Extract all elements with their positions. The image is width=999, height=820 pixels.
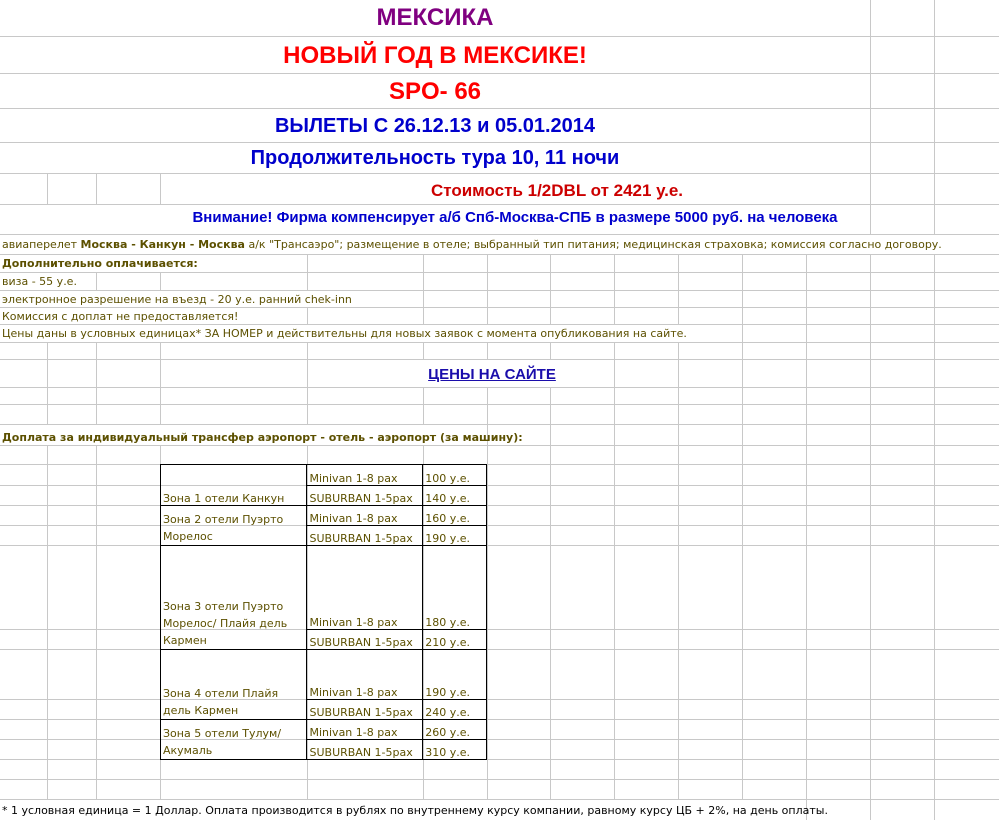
table-row bbox=[161, 720, 487, 740]
zone-cell: Зона 2 отели Пуэрто Морелос bbox=[161, 506, 307, 546]
table-row bbox=[161, 506, 487, 526]
grid-line bbox=[0, 485, 999, 486]
grid-line bbox=[678, 173, 679, 820]
grid-line bbox=[806, 173, 807, 820]
included-suffix: а/к "Трансаэро"; размещение в отеле; выбранный тип питания; медицинская страховка; комиссия согласно договору. bbox=[244, 238, 942, 251]
transfer-table bbox=[160, 464, 487, 760]
grid-line bbox=[0, 719, 999, 720]
included-services bbox=[2, 238, 942, 251]
vehicle-cell: SUBURBAN 1-5pax bbox=[307, 630, 423, 650]
grid-line bbox=[550, 173, 551, 820]
zone-cell: Зона 1 отели Канкун bbox=[161, 465, 307, 506]
vehicle-cell: Minivan 1-8 pax bbox=[307, 720, 423, 740]
grid-line bbox=[614, 173, 615, 820]
price-cell: 190 у.е. bbox=[423, 650, 487, 700]
spo-number: SPO- 66 bbox=[388, 78, 482, 105]
extra-heading: Дополнительно оплачивается: bbox=[2, 257, 198, 270]
vehicle-cell: Minivan 1-8 pax bbox=[307, 546, 423, 630]
grid-line bbox=[0, 272, 999, 273]
zone-cell: Зона 5 отели Тулум/Акумаль bbox=[161, 720, 307, 760]
zone-cell: Зона 3 отели Пуэрто Морелос/ Плайя дель Кармен bbox=[161, 546, 307, 650]
grid-line bbox=[0, 73, 999, 74]
included-prefix: авиаперелет bbox=[2, 238, 81, 251]
included-route: Москва - Канкун - Москва bbox=[80, 238, 245, 251]
compensation-notice: Внимание! Фирма компенсирует а/б Спб-Москва-СПБ в размере 5000 руб. на человека bbox=[192, 209, 838, 226]
grid-line bbox=[0, 699, 999, 700]
price-cell: 160 у.е. bbox=[423, 506, 487, 526]
grid-line bbox=[0, 525, 999, 526]
vehicle-cell: SUBURBAN 1-5pax bbox=[307, 740, 423, 760]
vehicle-cell: Minivan 1-8 pax bbox=[307, 506, 423, 526]
price-cell: 210 у.е. bbox=[423, 630, 487, 650]
extra-item: виза - 55 у.е. bbox=[2, 275, 77, 288]
zone-cell: Зона 4 отели Плайя дель Кармен bbox=[161, 650, 307, 720]
price-cell: 180 у.е. bbox=[423, 546, 487, 630]
grid-line bbox=[0, 404, 999, 405]
grid-line bbox=[487, 173, 488, 820]
departure-dates: ВЫЛЕТЫ С 26.12.13 и 05.01.2014 bbox=[274, 115, 596, 137]
price-cell: 190 у.е. bbox=[423, 526, 487, 546]
table-row bbox=[161, 650, 487, 700]
grid-line bbox=[0, 387, 999, 388]
grid-line bbox=[0, 464, 999, 465]
price-cell: 260 у.е. bbox=[423, 720, 487, 740]
grid-line bbox=[0, 505, 999, 506]
grid-line bbox=[0, 108, 999, 109]
tour-price: Стоимость 1/2DBL от 2421 у.е. bbox=[430, 181, 684, 200]
vehicle-cell: Minivan 1-8 pax bbox=[307, 465, 423, 486]
grid-line bbox=[742, 173, 743, 820]
vehicle-cell: SUBURBAN 1-5pax bbox=[307, 700, 423, 720]
grid-line bbox=[0, 36, 999, 37]
grid-line bbox=[870, 0, 871, 820]
country-title: МЕКСИКА bbox=[376, 4, 494, 31]
grid-line bbox=[0, 759, 999, 760]
extra-item: электронное разрешение на въезд - 20 у.е. ранний chek-inn bbox=[2, 293, 352, 306]
prices-link[interactable]: ЦЕНЫ НА САЙТЕ bbox=[428, 366, 556, 383]
price-cell: 310 у.е. bbox=[423, 740, 487, 760]
vehicle-cell: Minivan 1-8 pax bbox=[307, 650, 423, 700]
price-cell: 240 у.е. bbox=[423, 700, 487, 720]
tour-duration: Продолжительность тура 10, 11 ночи bbox=[250, 147, 620, 169]
grid-line bbox=[0, 649, 999, 650]
footnote: * 1 условная единица = 1 Доллар. Оплата производится в рублях по внутреннему курсу компании, равному курсу ЦБ + 2%, на день оплаты. bbox=[2, 804, 828, 817]
extra-item: Комиссия с доплат не предоставляется! bbox=[2, 310, 239, 323]
transfer-heading: Доплата за индивидуальный трансфер аэропорт - отель - аэропорт (за машину): bbox=[2, 431, 523, 444]
vehicle-cell: SUBURBAN 1-5pax bbox=[307, 526, 423, 546]
grid-line bbox=[0, 779, 999, 780]
grid-line bbox=[0, 342, 999, 343]
extra-item: Цены даны в условных единицах* ЗА НОМЕР и действительны для новых заявок с момента опубликования на сайте. bbox=[2, 327, 687, 340]
grid-line bbox=[934, 0, 935, 820]
price-cell: 100 у.е. bbox=[423, 465, 487, 486]
price-cell: 140 у.е. bbox=[423, 486, 487, 506]
page-title: НОВЫЙ ГОД В МЕКСИКЕ! bbox=[283, 42, 587, 69]
vehicle-cell: SUBURBAN 1-5pax bbox=[307, 486, 423, 506]
grid-line bbox=[0, 739, 999, 740]
table-row bbox=[161, 546, 487, 630]
grid-line bbox=[0, 545, 999, 546]
grid-line bbox=[0, 445, 999, 446]
grid-line bbox=[0, 629, 999, 630]
grid-line bbox=[0, 142, 999, 143]
table-row bbox=[161, 465, 487, 486]
